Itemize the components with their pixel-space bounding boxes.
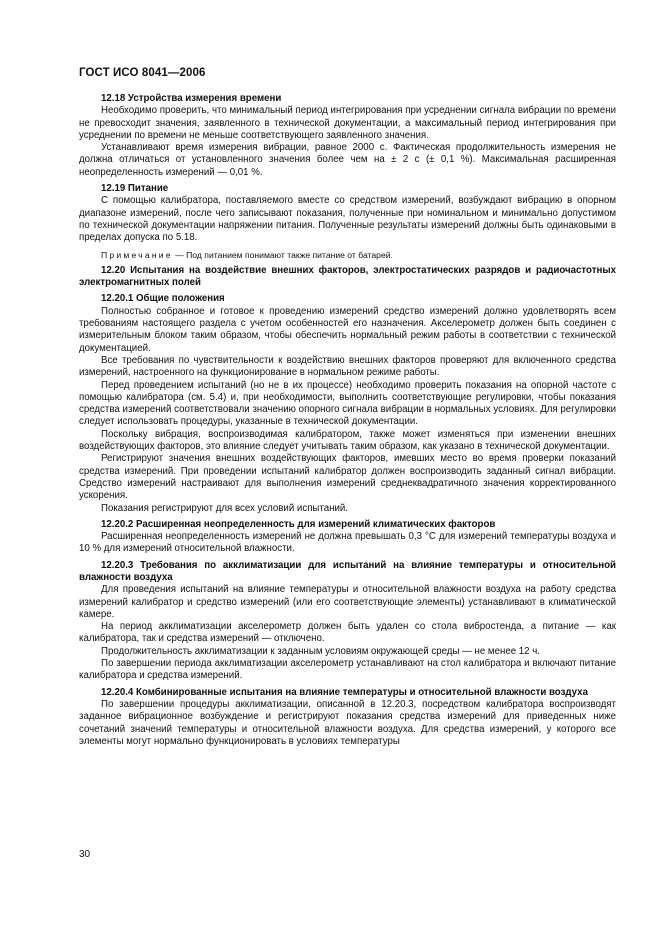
body-paragraph: Перед проведением испытаний (но не в их процессе) необходимо проверить показания на опорной частоте с помощью калибратора (см. 5.4) и, при необходимости, выполнить соответствующие регулировки, чтобы показания средства измерений соответствовали значению опорного сигнала вибрации в нормальных условиях. Для регулировки следует использовать процедуры, указанные в технической документации. bbox=[79, 379, 616, 428]
section-heading: 12.18 Устройства измерения времени bbox=[101, 93, 282, 104]
standard-header: ГОСТ ИСО 8041—2006 bbox=[79, 67, 206, 79]
section-heading: 12.20.2 Расширенная неопределенность для измерений климатических факторов bbox=[101, 518, 496, 530]
section-heading: 12.19 Питание bbox=[101, 183, 169, 195]
body-paragraph: Необходимо проверить, что минимальный период интегрирования при усреднении сигнала вибрации по времени не превосходит значения, заявленного в технической документации, а максимальный период интегрирования при усреднении по времени не меньше соответствующего заявленного значения. bbox=[79, 105, 616, 141]
document-body bbox=[79, 93, 616, 748]
body-paragraph: Для проведения испытаний на влияние температуры и относительной влажности воздуха на работу средства измерений калибратор и средство измерений (или его соответствующие элементы) устанавливают в климатической камере. bbox=[79, 584, 616, 620]
body-paragraph: Регистрируют значения внешних воздействующих факторов, имевших место во время проверки показаний средства измерений. При проведении испытаний калибратор должен воспроизводить заданный сигнал вибрации. Средство измерений настраивают для выполнения измерений среднеквадратичного значения корректированного ускорения. bbox=[79, 453, 616, 502]
note bbox=[79, 249, 616, 261]
body-paragraph: Продолжительность акклиматизации к заданным условиям окружающей среды — не менее 12 ч. bbox=[101, 645, 540, 657]
section-heading: 12.20 Испытания на воздействие внешних факторов, электростатических разрядов и радиочастотных электромагнитных полей bbox=[79, 264, 616, 289]
body-paragraph: Устанавливают время измерения вибрации, равное 2000 с. Фактическая продолжительность измерения не должна отличаться от установленного значения более чем на ± 2 с (± 0,1 %). Максимальная расширенная неопределенность измерений — 0,01 %. bbox=[79, 142, 616, 178]
note-text: — Под питанием понимают также питание от батарей. bbox=[172, 249, 393, 260]
section-heading: 12.20.1 Общие положения bbox=[101, 293, 225, 305]
body-paragraph: По завершении процедуры акклиматизации, описанной в 12.20.3, посредством калибратора воспроизводят заданное вибрационное возбуждение и регистрируют показания средства измерений для приведенных ниже сочетаний значений температуры и относительной влажности воздуха. Для средства измерений, у которого все элементы могут нормально функционировать в условиях температуры bbox=[79, 698, 616, 747]
body-paragraph: Все требования по чувствительности к воздействию внешних факторов проверяют для включенного средства измерений, настроенного на функционирование в нормальном режиме работы. bbox=[79, 354, 616, 379]
body-paragraph: Показания регистрируют для всех условий испытаний. bbox=[101, 502, 348, 514]
body-paragraph: Расширенная неопределенность измерений не должна превышать 0,3 °С для измерений температуры воздуха и 10 % для измерений относительной влажности. bbox=[79, 531, 616, 555]
section-heading: 12.20.3 Требования по акклиматизации для испытаний на влияние температуры и относительной влажности воздуха bbox=[79, 559, 616, 583]
body-paragraph: Поскольку вибрация, воспроизводимая калибратором, также может изменяться при изменении внешних воздействующих факторов, это влияние следует учитывать таким образом, как указано в технической документации. bbox=[79, 428, 616, 453]
body-paragraph: На период акклиматизации акселерометр должен быть удален со стола вибростенда, а питание — как калибратора, так и средства измерений — отключено. bbox=[79, 621, 616, 645]
page-number: 30 bbox=[79, 849, 91, 860]
body-paragraph: С помощью калибратора, поставляемого вместе со средством измерений, возбуждают вибрацию в опорном диапазоне измерений, после чего записывают показания, полученные при номинальном и минимально допустимом по технической документации напряжении питания. Полученные результаты измерений должны быть одинаковыми в пределах допуска по 5.18. bbox=[79, 195, 616, 244]
body-paragraph: Полностью собранное и готовое к проведению измерений средство измерений должно удовлетворять всем требованиям настоящего раздела с учетом особенностей его назначения. Акселерометр должен быть соединен с измерительным блоком таким образом, чтобы обеспечить нормальный режим работы в соответствии с технической документацией. bbox=[79, 305, 616, 354]
body-paragraph: По завершении периода акклиматизации акселерометр устанавливают на стол калибратора и включают питание калибратора и средства измерений. bbox=[79, 658, 616, 682]
section-heading: 12.20.4 Комбинированные испытания на влияние температуры и относительной влажности воздуха bbox=[101, 686, 588, 698]
note-label: Примечание bbox=[101, 249, 173, 260]
